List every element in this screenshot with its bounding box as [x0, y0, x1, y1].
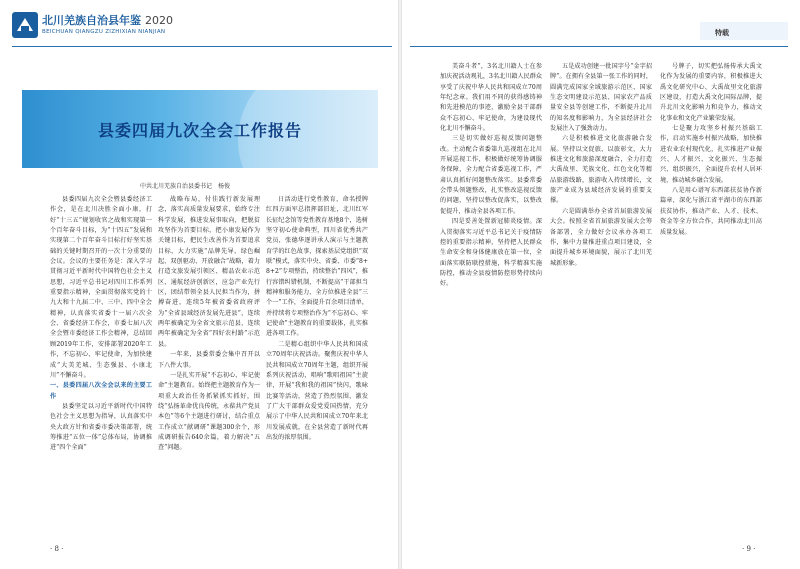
paragraph: 六是积极推进文化旅游融合发展。坚持以文促旅、以旅彰文，大力推进文化和旅游深度融合，全力打造大禹故里、羌族文化、红色文化等精品旅游线路，旅游收入持续增长，文旅产业成为县域经济发展的重要支撑。: [550, 135, 652, 205]
paragraph: 八是用心谱写东西部扶贫协作新篇章，深化与浙江省平湖市的东西部扶贫协作，推动产业、人才、技术、资金等全方位合作，共同推动北川高质量发展。: [660, 187, 762, 236]
paragraph: 战略布局，付佳践行新发展理念，落实高质量发展要求，始终专注科学发展，推进发展事取向，把脱贫攻坚作为首要目标，把小康发展作为关键目标，把民生改善作为首要追求目标，大力实施“品牌先导、绿色崛起、双创驱动、开放融合”战略，着力打造文旅发展引领区、精品农业示范区、通航经济创新区，应急产业先行区，团结带领全县人民担当作为，拼搏奋进，连续5年被省委省政府评为“全省县域经济发展先进县”，连续两年被确定为全省文旅示范县，连续两年被确定为全省“四好农村路”示范县。: [158, 196, 260, 348]
article-title-banner: [22, 90, 378, 168]
yearbook-title: 北川羌族自治县年鉴 2020: [42, 14, 173, 27]
article-title: 县委四届九次全会工作报告: [97, 121, 302, 140]
paragraph: 七是聚力攻坚乡村振兴基础工作，启动实施乡村振兴战略，加快推进农业农村现代化，扎实推进产业振兴、人才振兴、文化振兴、生态振兴、组织振兴，全面提升农村人居环境，推动城乡融合发展。: [660, 125, 762, 184]
paragraph: 一是扎实开展“不忘初心、牢记使命”主题教育。始终把主题教育作为一项重大政治任务抓紧抓实抓好，围绕“弘扬革命优良传统，永葆共产党员本色”等6个主题进行研讨，结合重点工作成立“献调研”课题300余个，形成调研报告640余篇，着力解决“五查”问题。: [158, 371, 260, 452]
yearbook-logo-icon: [12, 12, 38, 38]
paragraph: 美奋斗者”，3名北川籍人士在参加庆祝活动观礼，3名北川籍人民群众享受了庆祝中华人民共和国成立70周年纪念章。我们用不同的获得感铸神和先进模范的事迹，激励全县干部群众不忘初心、牢记使命，为建设现代化北川不懈奋斗。: [440, 63, 542, 133]
paragraph: 号牌子，切实把弘扬传承大禹文化作为发展的重要内容，积极推进大禹文化研究中心、大禹故里文化旅游区建设，打造大禹文化国际品牌，提升北川文化影响力和竞争力，推动文化事业和文化产业繁荣发展。: [660, 63, 762, 122]
paragraph: 县委坚定以习近平新时代中国特色社会主义思想为指导，认真落实中央大政方针和省委市委决策部署，统筹推进“五位一体”总体布局，协调推进“四个全面”: [50, 402, 152, 452]
text-column-4: [440, 62, 542, 537]
yearbook-header: [12, 8, 392, 44]
page-number-left: · 8 ·: [50, 545, 64, 553]
text-column-1: [50, 195, 152, 535]
text-column-5: [550, 62, 652, 537]
article-author: 中共北川羌族自治县委书记 杨俊: [140, 183, 231, 190]
section-tag: 特载: [715, 29, 729, 37]
section-heading: 一、县委四届八次全会以来的主要工作: [50, 382, 152, 400]
page-number-right: · 9 ·: [742, 545, 756, 553]
yearbook-subtitle: BEICHUAN QIANGZU ZIZHIXIAN NIANJIAN: [42, 29, 166, 35]
paragraph: 三是切实做好巡视反馈问题整改。主动配合省委第九巡视组在北川开展巡视工作，积极做好统筹协调服务保障，全力配合省委巡视工作，严肃认真抓好问题整改落实。县委常委会带头领题整改，扎实整改巡视反馈的问题，坚持以整改促落实，以整改促提升，推动全县各项工作。: [440, 135, 542, 215]
section-tag-background: [700, 22, 788, 40]
header-rule: [12, 46, 392, 47]
header-rule-right: [410, 46, 788, 47]
paragraph: 日活动进行党性教育，命名授牌红四方面军总指挥部旧址，北川红军长征纪念馆等党性教育基地8个，选树坚守初心使命典型，四川省优秀共产党员，张德华逐讲承人演示与主题教育学的红色故事，探索基层党组织“双联”模式，落实中央、省委、市委“8+8+2”专项整治，持续整治“四风”，推行容错纠错机制，不断提高“干部担当精神和服务能力，全方位推进全县“三个一”工作，全面提升百余项目清单，并持续将专项整治作为“不忘初心、牢记使命”主题教育的重要载体，扎实推进各项工作。: [266, 196, 368, 338]
text-column-3: [266, 195, 368, 535]
text-column-6: [660, 62, 762, 537]
paragraph: 五是成功创建一批国字号“金字招牌”。在拥有全县第一张工作的同时，圆满完成国家全域旅游示范区、国家生态文明建设示范县、国家农产品质量安全县等创建工作，不断提升北川的知名度和影响力，为全县经济社会发展注入了强劲动力。: [550, 63, 652, 133]
paragraph: 四是妥善处置新冠肺炎疫情。深入贯彻落实习近平总书记关于疫情防控的重要指示精神，坚持把人民群众生命安全和身体健康放在第一位，全面落实联防联控措施，科学精准实施防控，推动全县疫情防控形势持续向好。: [440, 218, 542, 288]
text-column-2: [158, 195, 260, 535]
paragraph: 二是精心组织中华人民共和国成立70周年庆祝活动。聚焦庆祝中华人民共和国成立70周年主题，组织开展系列庆祝活动，唱响“歌唱祖国”主旋律，开展“我和我的祖国”快闪，歌咏比赛等活动，营造了热烈氛围，激发了广大干部群众爱党爱国热情，充分展示了中华人民共和国成立70年来北川发展成就，在全县营造了新时代再出发的浓厚氛围。: [266, 340, 368, 441]
paragraph: 六是圆满举办全省首届旅游发展大会。按照全省首届旅游发展大会筹备部署，全力做好会议承办各项工作，集中力量推进重点项目建设，全面提升城乡环境面貌，展示了北川羌城新形象。: [550, 207, 652, 267]
paragraph: 一年来，县委常委会集中召开以下八件大事。: [158, 351, 260, 369]
paragraph: 县委四届九次全会暨县委经济工作会，是在北川决胜全面小康，打好“十三五”规划收官之战和实现第一个百年奋斗目标，为“十四五”发展和实现第二个百年奋斗目标打好坚实基础的关键时期召开的一次十分重要的会议。会议的主要任务是：深入学习贯彻习近平新时代中国特色社会主义思想，习近平总书记对四川工作系列重要指示精神，全面贯彻落实党的十九大和十九届二中、三中、四中全会精神，认真落实省委十一届六次全会、省委经济工作会，市委七届八次全会暨市委经济工作会精神，总结回顾2019年工作，安排部署2020年工作，不忘初心、牢记使命，为加快建成“大美羌城、生态强县、小康北川”不懈奋斗。: [50, 196, 152, 379]
right-page: [400, 0, 800, 569]
